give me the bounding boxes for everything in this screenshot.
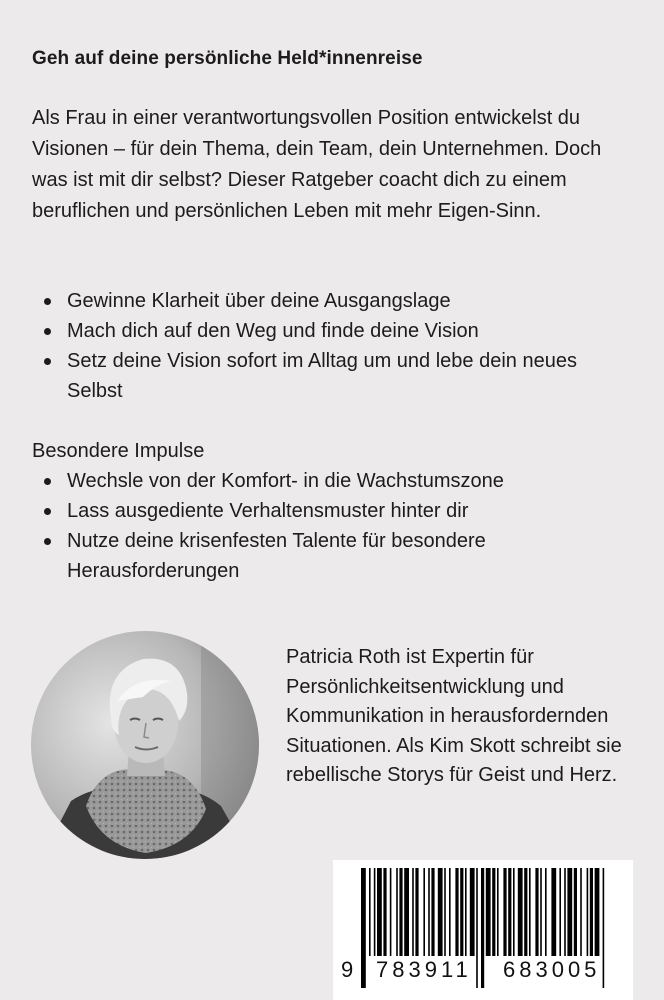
barcode-bar (396, 868, 398, 956)
barcode-bar (465, 868, 467, 956)
barcode-bar (374, 868, 376, 956)
isbn-barcode (333, 860, 633, 1000)
barcode-bar (559, 868, 561, 956)
barcode-bar (497, 868, 499, 956)
barcode-digits-left: 783911 (376, 957, 472, 982)
barcode-bar (518, 868, 523, 956)
barcode-bar (428, 868, 430, 956)
barcode-bar (590, 868, 593, 956)
barcode-bar (455, 868, 458, 956)
impulse-heading: Besondere Impulse (32, 440, 205, 462)
barcode-bar (603, 868, 605, 988)
barcode-bar (412, 868, 414, 956)
barcode-bar (529, 868, 531, 956)
barcode-bar (545, 868, 547, 956)
back-cover-heading: Geh auf deine persönliche Held*innenreise (32, 48, 423, 69)
barcode-digit-first: 9 (341, 957, 354, 982)
barcode-bar (587, 868, 589, 956)
author-bio: Patricia Roth ist Expertin für Persönlichkeitsentwicklung und Kommunikation in herausfordernden Situationen. Als Kim Skott schreibt sie rebellische Storys für Geist und Herz. (286, 646, 622, 786)
barcode-bar (476, 868, 478, 988)
list-item: Lass ausgediente Verhaltensmuster hinter dir (32, 496, 632, 526)
barcode-bar (535, 868, 538, 956)
barcode-bar (470, 868, 475, 956)
barcode-bar (580, 868, 582, 956)
barcode-bar (415, 868, 418, 956)
barcode-bar (390, 868, 392, 956)
barcode-bar (481, 868, 484, 988)
barcode-bar (540, 868, 542, 956)
barcode-bar (423, 868, 425, 956)
list-item: Nutze deine krisenfesten Talente für besondere Herausforderungen (32, 526, 632, 586)
list-item: Setz deine Vision sofort im Alltag um und lebe dein neues Selbst (32, 346, 632, 406)
barcode-bar (574, 868, 577, 956)
barcode-bar (551, 868, 556, 956)
impulse-list (32, 466, 632, 586)
list-item: Mach dich auf den Weg und finde deine Vision (32, 316, 632, 346)
barcode-bar (595, 868, 600, 956)
barcode-bar (377, 868, 382, 956)
barcode-bar (369, 868, 371, 956)
barcode-bar (361, 868, 366, 988)
barcode-bar (383, 868, 386, 956)
barcode-bar (444, 868, 446, 956)
list-item: Gewinne Klarheit über deine Ausgangslage (32, 286, 632, 316)
barcode-bar (524, 868, 527, 956)
barcode-bar (513, 868, 515, 956)
barcode-digits-right: 683005 (503, 957, 601, 982)
barcode-bar (404, 868, 409, 956)
list-item: Wechsle von der Komfort- in die Wachstumszone (32, 466, 632, 496)
benefits-list (32, 286, 632, 406)
barcode-bar (492, 868, 495, 956)
intro-paragraph: Als Frau in einer verantwortungsvollen Position entwickelst du Visionen – für dein Thema, dein Team, dein Unternehmen. Doch was ist mit dir selbst? Dieser Ratgeber coacht dich zu einem beruflichen und persönlichen Leben mit mehr Eigen-Sinn. (32, 107, 602, 222)
barcode-bar (508, 868, 511, 956)
barcode-bar (564, 868, 566, 956)
barcode-bar (486, 868, 491, 956)
barcode-bar (460, 868, 463, 956)
barcode-bar (567, 868, 572, 956)
barcode-bar (399, 868, 402, 956)
barcode-bar (438, 868, 443, 956)
author-portrait (31, 631, 259, 859)
barcode-bar (449, 868, 451, 956)
barcode-bar (503, 868, 506, 956)
barcode-bar (431, 868, 434, 956)
